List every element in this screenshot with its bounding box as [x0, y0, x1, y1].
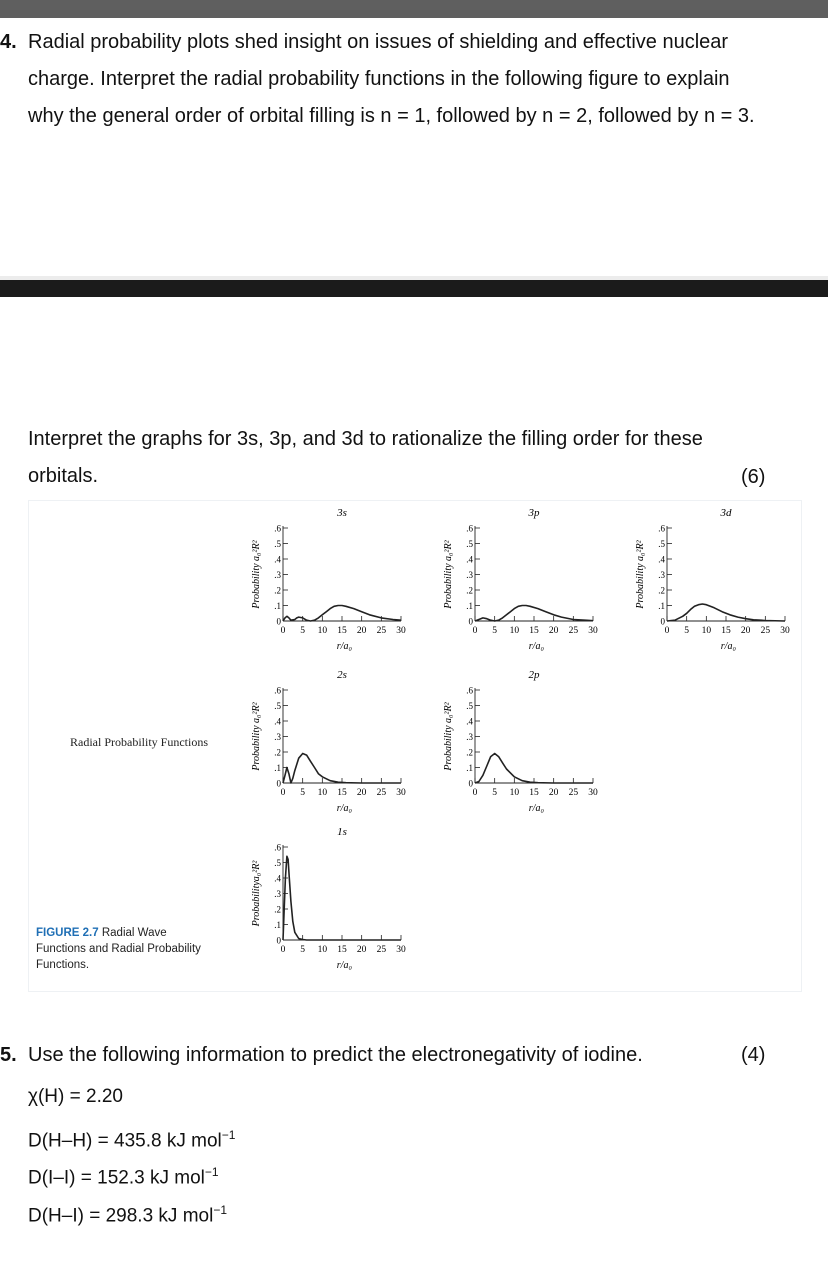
unit-exponent: −1	[204, 1165, 219, 1179]
y-tick-label-1s: .2	[274, 904, 281, 915]
x-tick-label-2p: 25	[568, 788, 579, 798]
x-tick-label-2s: 0	[280, 788, 286, 798]
y-tick-label-1s: .6	[274, 842, 281, 853]
plot-2p	[435, 669, 635, 853]
bond-energy-ii	[28, 1165, 219, 1189]
y-tick-label-2s: .1	[274, 763, 281, 773]
x-tick-label-1s: 20	[356, 945, 367, 955]
x-tick-label-3d: 10	[701, 626, 712, 636]
x-tick-label-1s: 25	[376, 945, 387, 955]
x-tick-label-2p: 5	[492, 788, 498, 798]
y-tick-label-1s: 0	[276, 935, 281, 946]
y-tick-label-2s: .5	[274, 701, 281, 711]
question-4-number: 4.	[0, 31, 17, 53]
x-tick-label-3p: 5	[492, 626, 498, 636]
y-tick-label-2s: .6	[274, 685, 281, 696]
x-tick-label-3s: 10	[317, 626, 328, 636]
y-tick-label-3p: 0	[468, 616, 473, 627]
bond-energy-hh	[28, 1128, 235, 1152]
x-axis-label-3d: r/a₀	[720, 641, 736, 652]
y-tick-label-3d: .6	[658, 523, 665, 534]
y-tick-label-2p: .4	[466, 716, 473, 727]
bond-energy-hi-text: D(H–I) = 298.3 kJ mol	[28, 1205, 214, 1227]
x-tick-label-2p: 0	[472, 788, 478, 798]
y-tick-label-2p: .1	[466, 763, 473, 773]
question-5-marks: (4)	[741, 1044, 766, 1066]
y-tick-label-3d: .3	[658, 570, 665, 580]
y-tick-label-3s: .6	[274, 523, 281, 534]
x-tick-label-2s: 30	[396, 788, 406, 798]
question-5-number: 5.	[0, 1044, 17, 1066]
question-4-line-2: charge. Interpret the radial probability functions in the following figure to explain	[28, 68, 730, 90]
question-4-line-3: why the general order of orbital filling is n = 1, followed by n = 2, followed by n = 3.	[28, 105, 755, 127]
figure-caption	[36, 925, 216, 973]
x-tick-label-3d: 30	[780, 626, 790, 636]
x-tick-label-1s: 30	[396, 945, 406, 955]
plot-title-1s: 1s	[337, 826, 347, 838]
x-tick-label-2s: 25	[376, 788, 387, 798]
x-tick-label-3p: 0	[472, 626, 478, 636]
y-tick-label-2p: .5	[466, 701, 473, 711]
plot-title-3p: 3p	[528, 507, 540, 519]
unit-exponent: −1	[213, 1203, 228, 1217]
x-tick-label-2p: 15	[529, 788, 539, 798]
x-tick-label-3p: 20	[548, 626, 559, 636]
question-5-line: Use the following information to predict the electronegativity of iodine.	[28, 1044, 643, 1066]
top-window-bar	[0, 0, 828, 18]
x-tick-label-2s: 15	[337, 788, 347, 798]
plot-3p	[435, 507, 635, 691]
y-tick-label-3s: .1	[274, 601, 281, 611]
y-tick-label-3p: .1	[466, 601, 473, 611]
x-tick-label-3p: 10	[509, 626, 520, 636]
probability-curve-1s	[283, 856, 401, 940]
y-tick-label-3p: .4	[466, 554, 473, 565]
figure-row-label: Radial Probability Functions	[70, 735, 208, 749]
x-axis-label-3p: r/a₀	[528, 641, 544, 652]
x-tick-label-2p: 10	[509, 788, 520, 798]
x-tick-label-1s: 5	[300, 945, 306, 955]
x-tick-label-1s: 15	[337, 945, 347, 955]
instruction-line-1: Interpret the graphs for 3s, 3p, and 3d to rationalize the filling order for these	[28, 428, 703, 450]
y-tick-label-2s: 0	[276, 778, 281, 789]
x-axis-label-2p: r/a₀	[528, 803, 544, 814]
y-axis-label-1s: Probabilitya₀²R²	[251, 860, 262, 927]
y-tick-label-3s: .4	[274, 554, 281, 565]
x-tick-label-3s: 20	[356, 626, 367, 636]
x-tick-label-3d: 0	[664, 626, 670, 636]
y-axis-label-3p: Probability a₀²R²	[443, 540, 454, 609]
x-axis-label-1s: r/a₀	[336, 960, 352, 971]
x-tick-label-2s: 10	[317, 788, 328, 798]
page-divider-dark	[0, 280, 828, 297]
figure-caption-text: Radial Wave Functions and Radial Probability Functions.	[36, 927, 201, 971]
y-tick-label-1s: .3	[274, 889, 281, 899]
figure-caption-number: FIGURE 2.7	[36, 927, 99, 939]
y-tick-label-3d: .1	[658, 601, 665, 611]
instruction-marks: (6)	[741, 466, 766, 488]
y-tick-label-1s: .1	[274, 920, 281, 930]
y-tick-label-2s: .4	[274, 716, 281, 727]
x-tick-label-3s: 30	[396, 626, 406, 636]
plot-title-2s: 2s	[337, 669, 347, 681]
x-tick-label-3d: 25	[760, 626, 771, 636]
x-tick-label-1s: 0	[280, 945, 286, 955]
y-tick-label-3d: .2	[658, 585, 665, 596]
y-axis-label-3s: Probability a₀²R²	[251, 540, 262, 609]
y-tick-label-2p: 0	[468, 778, 473, 789]
y-tick-label-3d: .5	[658, 539, 665, 549]
y-tick-label-3d: .4	[658, 554, 665, 565]
x-tick-label-3d: 20	[740, 626, 751, 636]
x-tick-label-3p: 25	[568, 626, 579, 636]
y-tick-label-3p: .3	[466, 570, 473, 580]
y-tick-label-2p: .3	[466, 732, 473, 742]
x-tick-label-3p: 15	[529, 626, 539, 636]
y-tick-label-3p: .5	[466, 539, 473, 549]
plot-title-3s: 3s	[337, 507, 347, 519]
y-tick-label-3s: .5	[274, 539, 281, 549]
x-tick-label-3d: 15	[721, 626, 731, 636]
y-tick-label-3p: .2	[466, 585, 473, 596]
plot-1s	[243, 826, 443, 1010]
y-axis-label-3d: Probability a₀²R²	[635, 540, 646, 609]
question-4-line-1: Radial probability plots shed insight on issues of shielding and effective nuclear	[28, 31, 729, 53]
x-tick-label-2p: 20	[548, 788, 559, 798]
y-tick-label-3s: .2	[274, 585, 281, 596]
plot-3d	[627, 507, 827, 691]
y-tick-label-3d: 0	[660, 616, 665, 627]
y-tick-label-3p: .6	[466, 523, 473, 534]
bond-energy-hi	[28, 1203, 227, 1227]
y-tick-label-3s: .3	[274, 570, 281, 580]
y-axis-label-2p: Probability a₀²R²	[443, 702, 454, 771]
chi-h-value: χ(H) = 2.20	[28, 1086, 123, 1107]
x-tick-label-3s: 15	[337, 626, 347, 636]
instruction-line-2: orbitals.	[28, 465, 99, 487]
x-axis-label-2s: r/a₀	[336, 803, 352, 814]
plot-title-3d: 3d	[720, 507, 732, 519]
x-tick-label-2s: 20	[356, 788, 367, 798]
y-tick-label-3s: 0	[276, 616, 281, 627]
y-axis-label-2s: Probability a₀²R²	[251, 702, 262, 771]
x-tick-label-3d: 5	[684, 626, 690, 636]
x-tick-label-3s: 25	[376, 626, 387, 636]
y-tick-label-2p: .6	[466, 685, 473, 696]
x-tick-label-3s: 5	[300, 626, 306, 636]
x-axis-label-3s: r/a₀	[336, 641, 352, 652]
bond-energy-ii-text: D(I–I) = 152.3 kJ mol	[28, 1167, 205, 1189]
x-tick-label-3s: 0	[280, 626, 286, 636]
x-tick-label-2p: 30	[588, 788, 598, 798]
y-tick-label-2p: .2	[466, 747, 473, 758]
bond-energy-hh-text: D(H–H) = 435.8 kJ mol	[28, 1130, 222, 1152]
x-tick-label-3p: 30	[588, 626, 598, 636]
x-tick-label-1s: 10	[317, 945, 328, 955]
y-tick-label-2s: .2	[274, 747, 281, 758]
y-tick-label-1s: .4	[274, 873, 281, 884]
plot-3s	[243, 507, 443, 691]
x-tick-label-2s: 5	[300, 788, 306, 798]
y-tick-label-1s: .5	[274, 858, 281, 868]
y-tick-label-2s: .3	[274, 732, 281, 742]
plot-title-2p: 2p	[528, 669, 540, 681]
unit-exponent: −1	[221, 1128, 236, 1142]
